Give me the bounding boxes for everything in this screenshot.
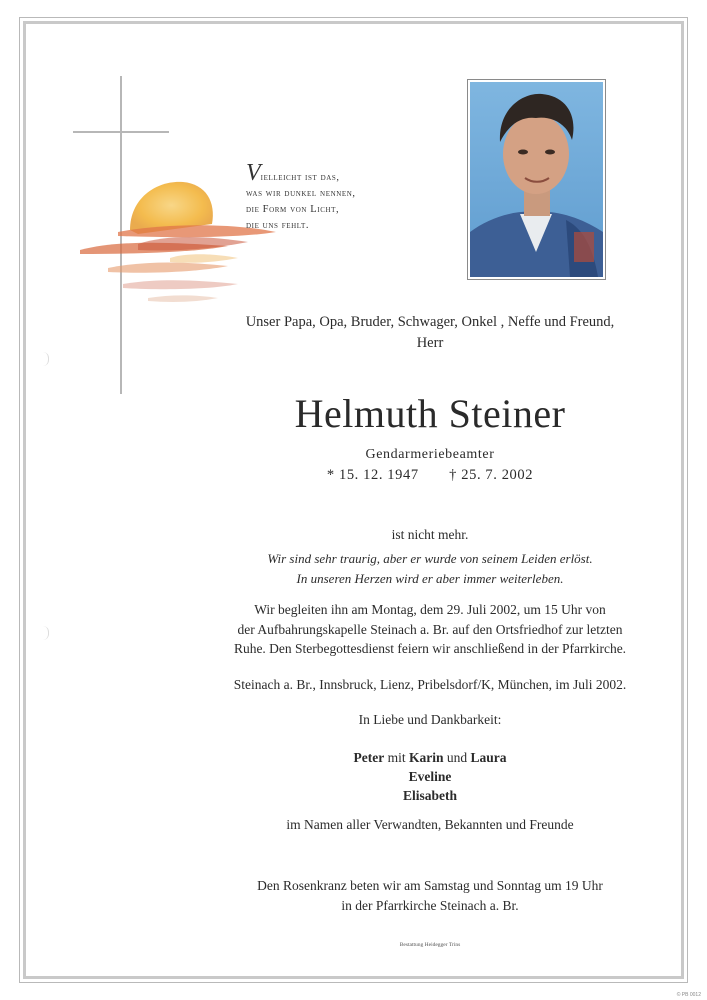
family-line [190, 748, 670, 767]
family-name: Laura [470, 750, 507, 765]
poem [246, 160, 456, 234]
family-name: Karin [408, 750, 444, 765]
family-name: Eveline [408, 769, 452, 784]
funeral-line: der Aufbahrungskapelle Steinach a. Br. auf den Ortsfriedhof zur letzten [237, 621, 623, 637]
corner-code: © PB 0012 [676, 992, 701, 998]
family-connector: mit [387, 750, 406, 765]
rosary-line: in der Pfarrkirche Steinach a. Br. [341, 897, 519, 913]
quote [190, 549, 670, 589]
poem-line: Vielleicht ist das, [246, 160, 340, 186]
funeral-announcement [190, 600, 670, 659]
family-names [190, 748, 670, 805]
no-more-text: ist nicht mehr. [391, 527, 469, 542]
family-name: Elisabeth [402, 788, 457, 803]
relatives-text: im Namen aller Verwandten, Bekannten und Freunde [286, 817, 574, 832]
portrait-photo-frame [467, 79, 606, 280]
portrait-photo [470, 82, 603, 277]
rosary-announcement [190, 876, 670, 915]
birth-symbol: * [326, 467, 335, 483]
life-dates [190, 467, 670, 484]
relations-line-herr: Herr [416, 335, 444, 351]
places-and-date: Steinach a. Br., Innsbruck, Lienz, Pribelsdorf/K, München, im Juli 2002. [233, 677, 627, 692]
deceased-name: Helmuth Steiner [294, 391, 566, 436]
poem-line: die Form von Licht, [246, 204, 340, 215]
quote-line: Wir sind sehr traurig, aber er wurde von seinem Leiden erlöst. [267, 551, 593, 566]
cross-horizontal-bar [73, 131, 169, 133]
family-connector: und [446, 750, 468, 765]
birth-date: 15. 12. 1947 [338, 467, 419, 483]
profession: Gendarmeriebeamter [365, 447, 495, 462]
relations-text [190, 312, 670, 354]
love-gratitude: In Liebe und Dankbarkeit: [358, 712, 502, 727]
family-name: Peter [353, 750, 385, 765]
quote-line: In unseren Herzen wird er aber immer weiterleben. [296, 571, 564, 586]
death-symbol: † [449, 467, 458, 483]
poem-line: die uns fehlt. [246, 220, 310, 231]
funeral-line: Wir begleiten ihn am Montag, dem 29. Juli 2002, um 15 Uhr von [254, 602, 606, 617]
poem-line: was wir dunkel nennen, [246, 188, 356, 199]
death-date: 25. 7. 2002 [461, 467, 534, 483]
undertaker-credit: Bestattung Heidegger Trins [399, 942, 461, 948]
rosary-line: Den Rosenkranz beten wir am Samstag und Sonntag um 19 Uhr [257, 878, 603, 893]
relations-line: Unser Papa, Opa, Bruder, Schwager, Onkel , Neffe und Freund, [245, 314, 615, 330]
funeral-line: Ruhe. Den Sterbegottesdienst feiern wir anschließend in der Pfarrkirche. [233, 641, 627, 656]
